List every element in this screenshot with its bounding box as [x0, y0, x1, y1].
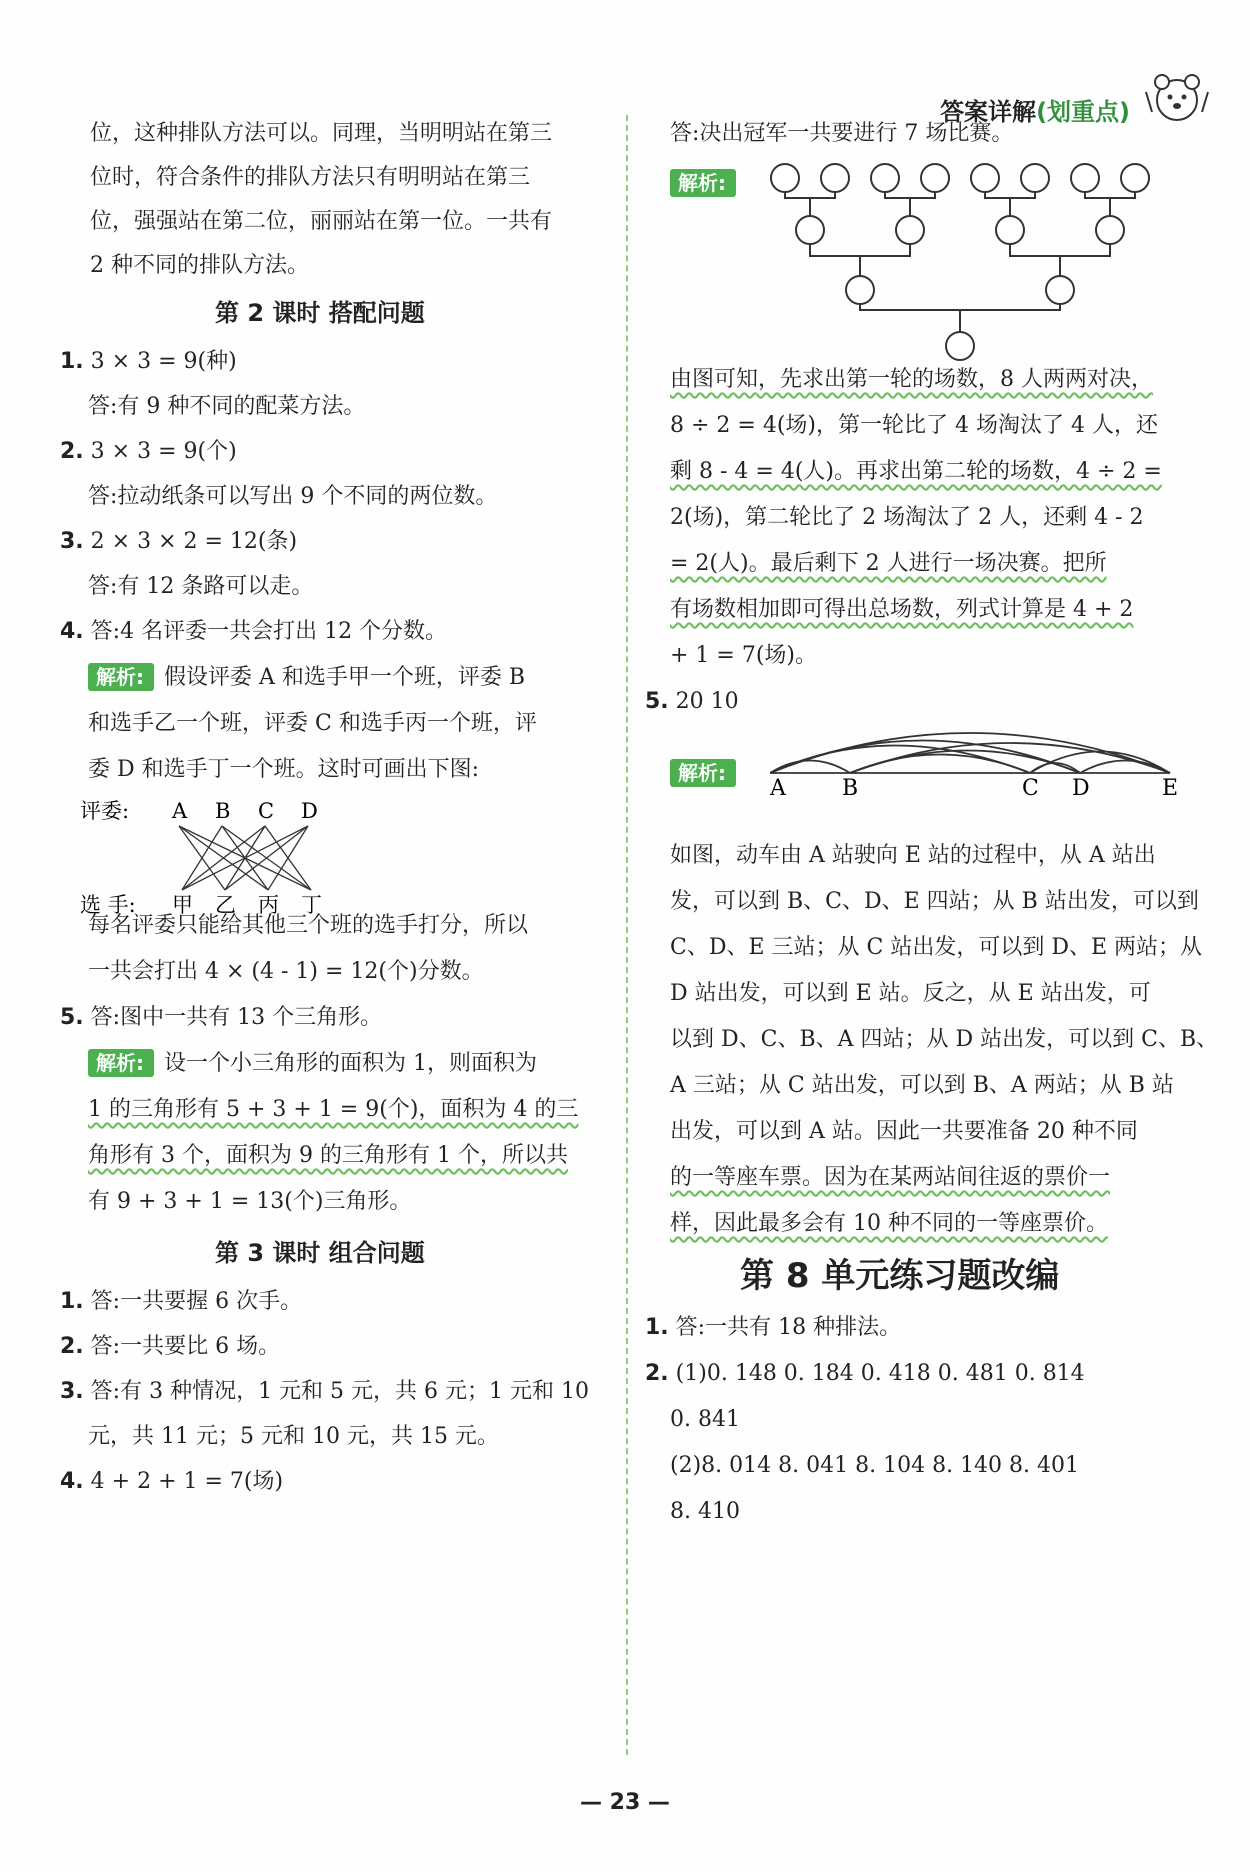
analysis-text: 1 的三角形有 5 + 3 + 1 = 9(个)，面积为 4 的三	[88, 1097, 579, 1122]
station-arcs-diagram	[770, 708, 1200, 798]
connection-lines	[179, 826, 311, 890]
answer-text: 答:有 9 种不同的配菜方法。	[88, 394, 366, 419]
analysis-text: 委 D 和选手丁一个班。这时可画出下图:	[88, 757, 480, 782]
question-number: 1.	[60, 1289, 84, 1314]
question-number: 4.	[60, 619, 84, 644]
analysis-text: 每名评委只能给其他三个班的选手打分，所以	[88, 913, 529, 938]
analysis-text: 以到 D、C、B、A 四站；从 D 站出发，可以到 C、B、	[670, 1027, 1219, 1052]
question-number: 4.	[60, 1469, 84, 1494]
answer-text: 4 + 2 + 1 = 7(场)	[90, 1469, 284, 1494]
station-label: C	[1022, 776, 1039, 798]
analysis-text: 有 9 + 3 + 1 = 13(个)三角形。	[88, 1189, 412, 1214]
answer-text: 答:有 3 种情况，1 元和 5 元，共 6 元；1 元和 10	[90, 1379, 590, 1404]
station-label: A	[770, 776, 786, 798]
analysis-text: 有场数相加即可得出总场数，列式计算是 4 + 2	[670, 597, 1134, 622]
analysis-text: 和选手乙一个班，评委 C 和选手丙一个班，评	[88, 711, 537, 736]
analysis-tag: 解析:	[670, 169, 736, 197]
unit-title: 第 8 单元练习题改编	[740, 1256, 1060, 1296]
answer-text: 答:一共有 18 种排法。	[675, 1315, 902, 1340]
analysis-text: D 站出发，可以到 E 站。反之，从 E 站出发，可	[670, 981, 1151, 1006]
analysis-text: 发，可以到 B、C、D、E 四站；从 B 站出发，可以到	[670, 889, 1199, 914]
answer-text: (1)0. 148 0. 184 0. 418 0. 481 0. 814	[675, 1361, 1085, 1386]
analysis-tag: 解析:	[88, 1049, 154, 1077]
player-label: 甲	[172, 893, 193, 917]
players-label: 选 手:	[80, 893, 136, 917]
text-line: 位时，符合条件的排队方法只有明明站在第三	[90, 165, 531, 190]
judge-label: D	[301, 799, 318, 823]
tournament-bracket-diagram	[770, 158, 1200, 388]
analysis-text: 如图，动车由 A 站驶向 E 站的过程中，从 A 站出	[670, 843, 1156, 868]
question-number: 5.	[60, 1005, 84, 1030]
answer-text: 答:拉动纸条可以写出 9 个不同的两位数。	[88, 484, 498, 509]
analysis-tag: 解析:	[670, 759, 736, 787]
text-line: 位，这种排队方法可以。同理，当明明站在第三	[90, 121, 553, 146]
analysis-text: 8 ÷ 2 = 4(场)，第一轮比了 4 场淘汰了 4 人，还	[670, 413, 1158, 438]
answer-text: 答:图中一共有 13 个三角形。	[90, 1005, 383, 1030]
question-number: 3.	[60, 1379, 84, 1404]
answer-text: 答:决出冠军一共要进行 7 场比赛。	[670, 121, 1014, 146]
player-label: 丁	[301, 893, 322, 917]
question-number: 5.	[645, 689, 669, 714]
section-title: 第 3 课时 组合问题	[215, 1239, 425, 1267]
answer-text: 3 × 3 = 9(个)	[90, 439, 237, 464]
answer-text: 元，共 11 元；5 元和 10 元，共 15 元。	[88, 1424, 499, 1449]
station-label: B	[842, 776, 859, 798]
question-number: 3.	[60, 529, 84, 554]
analysis-text: A 三站；从 C 站出发，可以到 B、A 两站；从 B 站	[670, 1073, 1174, 1098]
analysis-text: 的一等座车票。因为在某两站间往返的票价一	[670, 1165, 1111, 1190]
bear-mascot-icon	[1142, 62, 1212, 132]
section-title: 第 2 课时 搭配问题	[215, 299, 425, 327]
answer-text: 答:一共要握 6 次手。	[90, 1289, 303, 1314]
question-number: 2.	[645, 1361, 669, 1386]
judges-label: 评委:	[80, 799, 130, 823]
answer-text: 0. 841	[670, 1407, 740, 1432]
column-divider	[626, 115, 628, 1755]
analysis-text: + 1 = 7(场)。	[670, 643, 818, 668]
answer-text: 3 × 3 = 9(种)	[90, 349, 237, 374]
analysis-text: 样，因此最多会有 10 种不同的一等座票价。	[670, 1211, 1108, 1236]
player-label: 乙	[215, 893, 236, 917]
question-number: 2.	[60, 439, 84, 464]
text-line: 2 种不同的排队方法。	[90, 253, 309, 278]
analysis-text: 假设评委 A 和选手甲一个班，评委 B	[164, 665, 526, 690]
answer-text: 答:有 12 条路可以走。	[88, 574, 314, 599]
station-label: E	[1162, 776, 1179, 798]
answer-text: 答:一共要比 6 场。	[90, 1334, 281, 1359]
question-number: 2.	[60, 1334, 84, 1359]
judge-label: C	[258, 799, 275, 823]
judges-players-diagram	[80, 790, 420, 920]
station-label: D	[1072, 776, 1090, 798]
page-number: — 23 —	[580, 1790, 670, 1815]
answer-text: (2)8. 014 8. 041 8. 104 8. 140 8. 401	[670, 1453, 1080, 1478]
judge-label: A	[172, 799, 188, 823]
analysis-text: 角形有 3 个，面积为 9 的三角形有 1 个，所以共	[88, 1143, 568, 1168]
analysis-text: 设一个小三角形的面积为 1，则面积为	[164, 1051, 537, 1076]
header-title: 答案详解	[940, 98, 1037, 126]
analysis-text: 剩 8 - 4 = 4(人)。再求出第二轮的场数，4 ÷ 2 =	[670, 459, 1162, 484]
text-line: 位，强强站在第二位，丽丽站在第一位。一共有	[90, 209, 553, 234]
analysis-text: 出发，可以到 A 站。因此一共要准备 20 种不同	[670, 1119, 1138, 1144]
answer-text: 答:4 名评委一共会打出 12 个分数。	[90, 619, 448, 644]
answer-text: 20 10	[675, 689, 739, 714]
question-number: 1.	[60, 349, 84, 374]
analysis-text: 一共会打出 4 × (4 - 1) = 12(个)分数。	[88, 959, 484, 984]
analysis-text: 由图可知，先求出第一轮的场数，8 人两两对决，	[670, 367, 1153, 392]
judge-label: B	[215, 799, 231, 823]
question-number: 1.	[645, 1315, 669, 1340]
analysis-tag: 解析:	[88, 663, 154, 691]
answer-text: 2 × 3 × 2 = 12(条)	[90, 529, 298, 554]
answer-text: 8. 410	[670, 1499, 740, 1524]
header-highlight: (划重点)	[1036, 98, 1130, 126]
analysis-text: C、D、E 三站；从 C 站出发，可以到 D、E 两站；从	[670, 935, 1203, 960]
analysis-text: = 2(人)。最后剩下 2 人进行一场决赛。把所	[670, 551, 1107, 576]
player-label: 丙	[258, 893, 279, 917]
analysis-text: 2(场)，第二轮比了 2 场淘汰了 2 人，还剩 4 - 2	[670, 505, 1144, 530]
